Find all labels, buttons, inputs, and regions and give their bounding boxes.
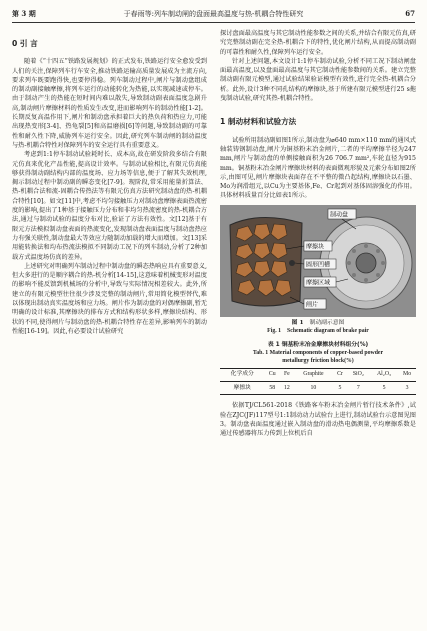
table-cell: 摩擦块: [233, 384, 251, 391]
table-caption-cn: 表 1 铜基粉末冶金摩擦块材料组分(%): [267, 341, 369, 348]
table-header-row: [220, 368, 416, 381]
circle-groove-marker: [289, 260, 295, 266]
table-cell: 5: [338, 384, 342, 391]
table-cell: 10: [310, 384, 317, 391]
paragraph: 考虑到1:1停车制动试验耗时长、成本高,故在研发阶段多结合有限元仿真来优化产品性能,提高设计效率。与制动试验相比,有限元仿真能够获得制动副结构内部的温度场、应力场等信息,便于了解其失效机理,揭示制动过程中制动副的瞬态变化[7-9]。现阶段,常采用能量折算法、热-机耦合法和流-固耦合传热法等有限元仿真方法研究制动盘的热-机耦合特性[10]。如文[11]中,考虑不均匀接触压力对制动盘摩擦表面热流密度的影响,提出了1种基于接触压力分布和非均匀热流密度的热-机耦合方法,通过与制动试验的温度分布对比,验证了方法有效性。文[12]基于有限元方法模拟制动盘表面的热流变化,发现制动盘表面温度与制动盘热应力有强关联性,制动盘最大等效应力随制动加载的增大而增加。文[13]采用能转换法和均布热流法模拟不同制动工况下的列车制动,分析了2种加载方式温度场仿真的差异。: [12, 151, 207, 261]
figure-title-cn: 制动副示意图: [309, 319, 345, 326]
running-title: 于春雨等:列车制动闸的盘面最高温度与热-机耦合特性研究: [123, 10, 304, 18]
table-caption-en-line1: Tab. 1 Material components of copper-based powder: [252, 349, 384, 356]
section-heading-introduction: 0 引 言: [12, 39, 38, 48]
table-header-cell: 化学成分: [230, 371, 254, 378]
table-cell: 58: [269, 384, 276, 391]
page-number: 67: [405, 9, 415, 18]
left-column: [12, 29, 207, 336]
figure-number-en: Fig. 1: [267, 327, 282, 334]
table-cell: 12: [283, 384, 290, 391]
label-brake-disc: 制动盘: [330, 211, 349, 219]
table-header-cell: SiO₂: [352, 371, 364, 378]
figure-number-cn: 图 1: [291, 319, 304, 326]
table-header-cell: Cr: [337, 371, 343, 378]
brake-pair-illustration: [220, 205, 416, 317]
paragraph: 上述研究对明确列车制动过程中制动盘的瞬态热响应具有重要意义,但大多进行的是顺序耦合的热-机分析[14-15],这意味着机械变形对温度的影响不能反馈到机械场的分析中,导致与实际情况相差较大。此外,所建立的有限元模型往往很少涉及完整的制动闸片,常用简化模型替代,难以体现出制动真实温度场和应力场。闸片作为制动盘的对偶摩擦副,暂无明确的设计标准,其摩擦块的排布方式和结构形状多样,摩擦块结构、形状的不同,使得闸片与制动盘的热-机耦合特性存在差异,影响列车的制动性能[16-19]。因此,有必要设计试验研究: [12, 262, 207, 335]
table-cell: 5: [382, 384, 386, 391]
section-heading-methods: 1 制动材料和试验方法: [220, 117, 297, 127]
figure-title-en: Schematic diagram of brake pair: [287, 327, 369, 334]
table-cell: 7: [356, 384, 360, 391]
figure-caption-en: [220, 327, 416, 335]
label-friction-area: 摩擦区域: [306, 279, 331, 287]
table-header-cell: Graphite: [303, 371, 324, 378]
right-column: [220, 29, 416, 439]
header-rule: [12, 22, 415, 23]
table-caption-en-line2: metallurgy friction block(%): [282, 357, 354, 364]
paragraph: 随着《“十四五”铁路发展规划》的正式发布,铁路运行安全愈发受到人们的关注,保障列车行车安全,推动铁路运输高质量发展成为主流方向,要求列车既要跑得快,也要停得稳。列车制动过程中,闸片与制动盘组成的制动副接触摩擦,将列车运行的动能转化为热能,以实现减速或停车。由于制动产生的热能在短时间内难以散失,导致制动副表面温度急剧升高,制动闸片摩擦材料的性质发生改变,进而影响列车的制动性能[1-2]。长期反复高温作用下,闸片和制动盘承担着巨大的热负荷和热应力,可能出现热变形[3-4]、热龟裂[5]和高温磨损[6]等问题,导致制动副的可靠性和耐久性下降,威胁列车运行安全。因此,研究列车制动闸的制动温度与热-机耦合特性对保障列车的安全运行具有重要意义。: [12, 58, 207, 149]
table-cell: 3: [405, 384, 409, 391]
paragraph: 依据TJ/CL561-2018《铁路客车粉末冶金闸片暂行技术条件》,试验在ZJC(JF)117型号1:1制动动力试验台上进行,制动试验台示意图见图3。制动盘表面温度通过嵌入制动盘的滑动热电偶测量,平均摩擦系数是通过传感器将压力传到上位机后自: [220, 402, 416, 438]
table-header-cell: Al₂O₃: [377, 371, 392, 378]
table-header-cell: Mo: [403, 371, 412, 378]
page-header: [12, 9, 415, 22]
paragraph: 探讨盘面最高温度与其它制动性能参数之间的关系,并结合有限元仿真,研究完整制动副在完全热-机耦合下的特性,优化闸片结构,从而提高制动副的可靠性和耐久性,保障列车运行安全。: [220, 30, 416, 56]
material-components-table: [220, 368, 416, 396]
figure-brake-pair: [220, 205, 416, 317]
figure-caption-cn: [220, 319, 416, 327]
table-header-cell: Cu: [268, 371, 276, 378]
label-friction-block: 摩擦块: [306, 243, 325, 251]
paragraph: 试验所用制动副如图1所示,制动盘为⌀640 mm×110 mm的通风式轴装铸钢制动盘,闸片为铜基粉末冶金闸片,二者的平均摩擦半径为247 mm,闸片与制动盘的单侧接触面积为26 706.7 mm²,车轮直径为915 mm。铜基粉末冶金闸片摩擦块材料的表面微观形貌及元素分布如图2所示,由图可见,闸片摩擦块表面存在不平整的微凸起结构,摩擦块以石墨、Mo为润滑组元,以Cu为主要基体,Fe、Cr起到对基体固溶强化的作用。具体材料质量百分比如表1所示。: [220, 136, 416, 200]
brake-pad-photo: [230, 217, 302, 306]
table-row: [220, 382, 416, 395]
table-header-cell: Fe: [283, 371, 290, 378]
paragraph: 针对上述问题,本文设计1:1停车制动试验,分析不同工况下制动闸盘面最高温度,以及盘面最高温度与其它制动性能参数间的关系。建立完整制动副有限元模型,通过试验结果验证模型有效性,进行完全热-机耦合分析。此外,设计3种不同孔结构的摩擦块,基于所建有限元模型进行25 s拖曳制动试验,研究其热-机耦合特性。: [220, 57, 416, 103]
label-circle-groove: 圆形凹槽: [306, 261, 331, 269]
label-brake-pad: 闸片: [306, 301, 319, 309]
issue-number: 第 3 期: [12, 9, 36, 18]
